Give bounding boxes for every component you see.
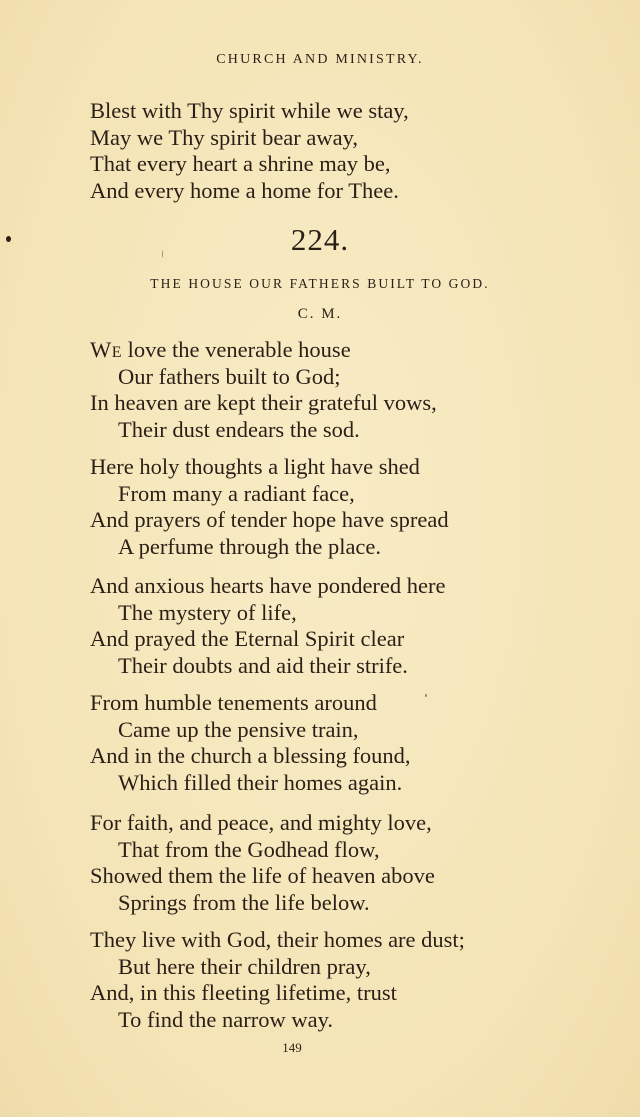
running-head: CHURCH AND MINISTRY. — [216, 52, 424, 67]
previous-hymn-stanza — [90, 98, 409, 204]
stanza-3 — [90, 573, 446, 679]
verse-line: But here their children pray, — [118, 953, 371, 979]
verse-line: Springs from the life below. — [118, 889, 370, 915]
verse-line: Showed them the life of heaven above — [90, 863, 435, 888]
verse-line — [90, 337, 437, 364]
verse-line: And, in this fleeting lifetime, trust — [90, 980, 397, 1005]
stanza-1 — [90, 337, 437, 443]
verse-line: Blest with Thy spirit while we stay, — [90, 98, 409, 123]
verse-line: The mystery of life, — [118, 599, 297, 625]
stanza-2 — [90, 454, 449, 560]
verse-line-rest: love the venerable house — [122, 337, 351, 362]
verse-line: Their dust endears the sod. — [118, 416, 360, 442]
page-number: 149 — [282, 1040, 302, 1055]
verse-line: They live with God, their homes are dust; — [90, 927, 465, 952]
verse-line: And in the church a blessing found, — [90, 743, 411, 768]
verse-line: To find the narrow way. — [118, 1006, 334, 1032]
verse-line: May we Thy spirit bear away, — [90, 124, 359, 150]
verse-line: And anxious hearts have pondered here — [90, 573, 446, 598]
verse-line: Their doubts and aid their strife. — [118, 652, 408, 678]
verse-line: From humble tenements around — [90, 690, 377, 715]
verse-line: In heaven are kept their grateful vows, — [90, 390, 437, 415]
stanza-5 — [90, 810, 435, 916]
verse-line: For faith, and peace, and mighty love, — [90, 810, 432, 835]
verse-line: Our fathers built to God; — [118, 363, 341, 389]
verse-line: Which filled their homes again. — [118, 769, 403, 795]
hymn-number: 224. — [290, 222, 350, 257]
verse-line: That from the Godhead flow, — [118, 836, 380, 862]
verse-line: And prayers of tender hope have spread — [90, 507, 449, 532]
ink-speck — [6, 236, 11, 242]
verse-line: And every home a home for Thee. — [90, 177, 399, 203]
verse-line: Came up the pensive train, — [118, 716, 359, 742]
verse-line: A perfume through the place. — [118, 533, 382, 559]
stanza-6 — [90, 927, 465, 1033]
hymn-meter: C. M. — [297, 306, 343, 322]
verse-line: From many a radiant face, — [118, 480, 355, 506]
hymn-title: THE HOUSE OUR FATHERS BUILT TO GOD. — [150, 276, 490, 291]
first-word: We — [90, 337, 123, 362]
verse-line: And prayed the Eternal Spirit clear — [90, 626, 405, 651]
stanza-4 — [90, 690, 411, 796]
verse-line: That every heart a shrine may be, — [90, 151, 391, 176]
ink-speck — [425, 694, 427, 697]
verse-line: Here holy thoughts a light have shed — [90, 454, 420, 479]
ink-speck — [162, 250, 163, 258]
